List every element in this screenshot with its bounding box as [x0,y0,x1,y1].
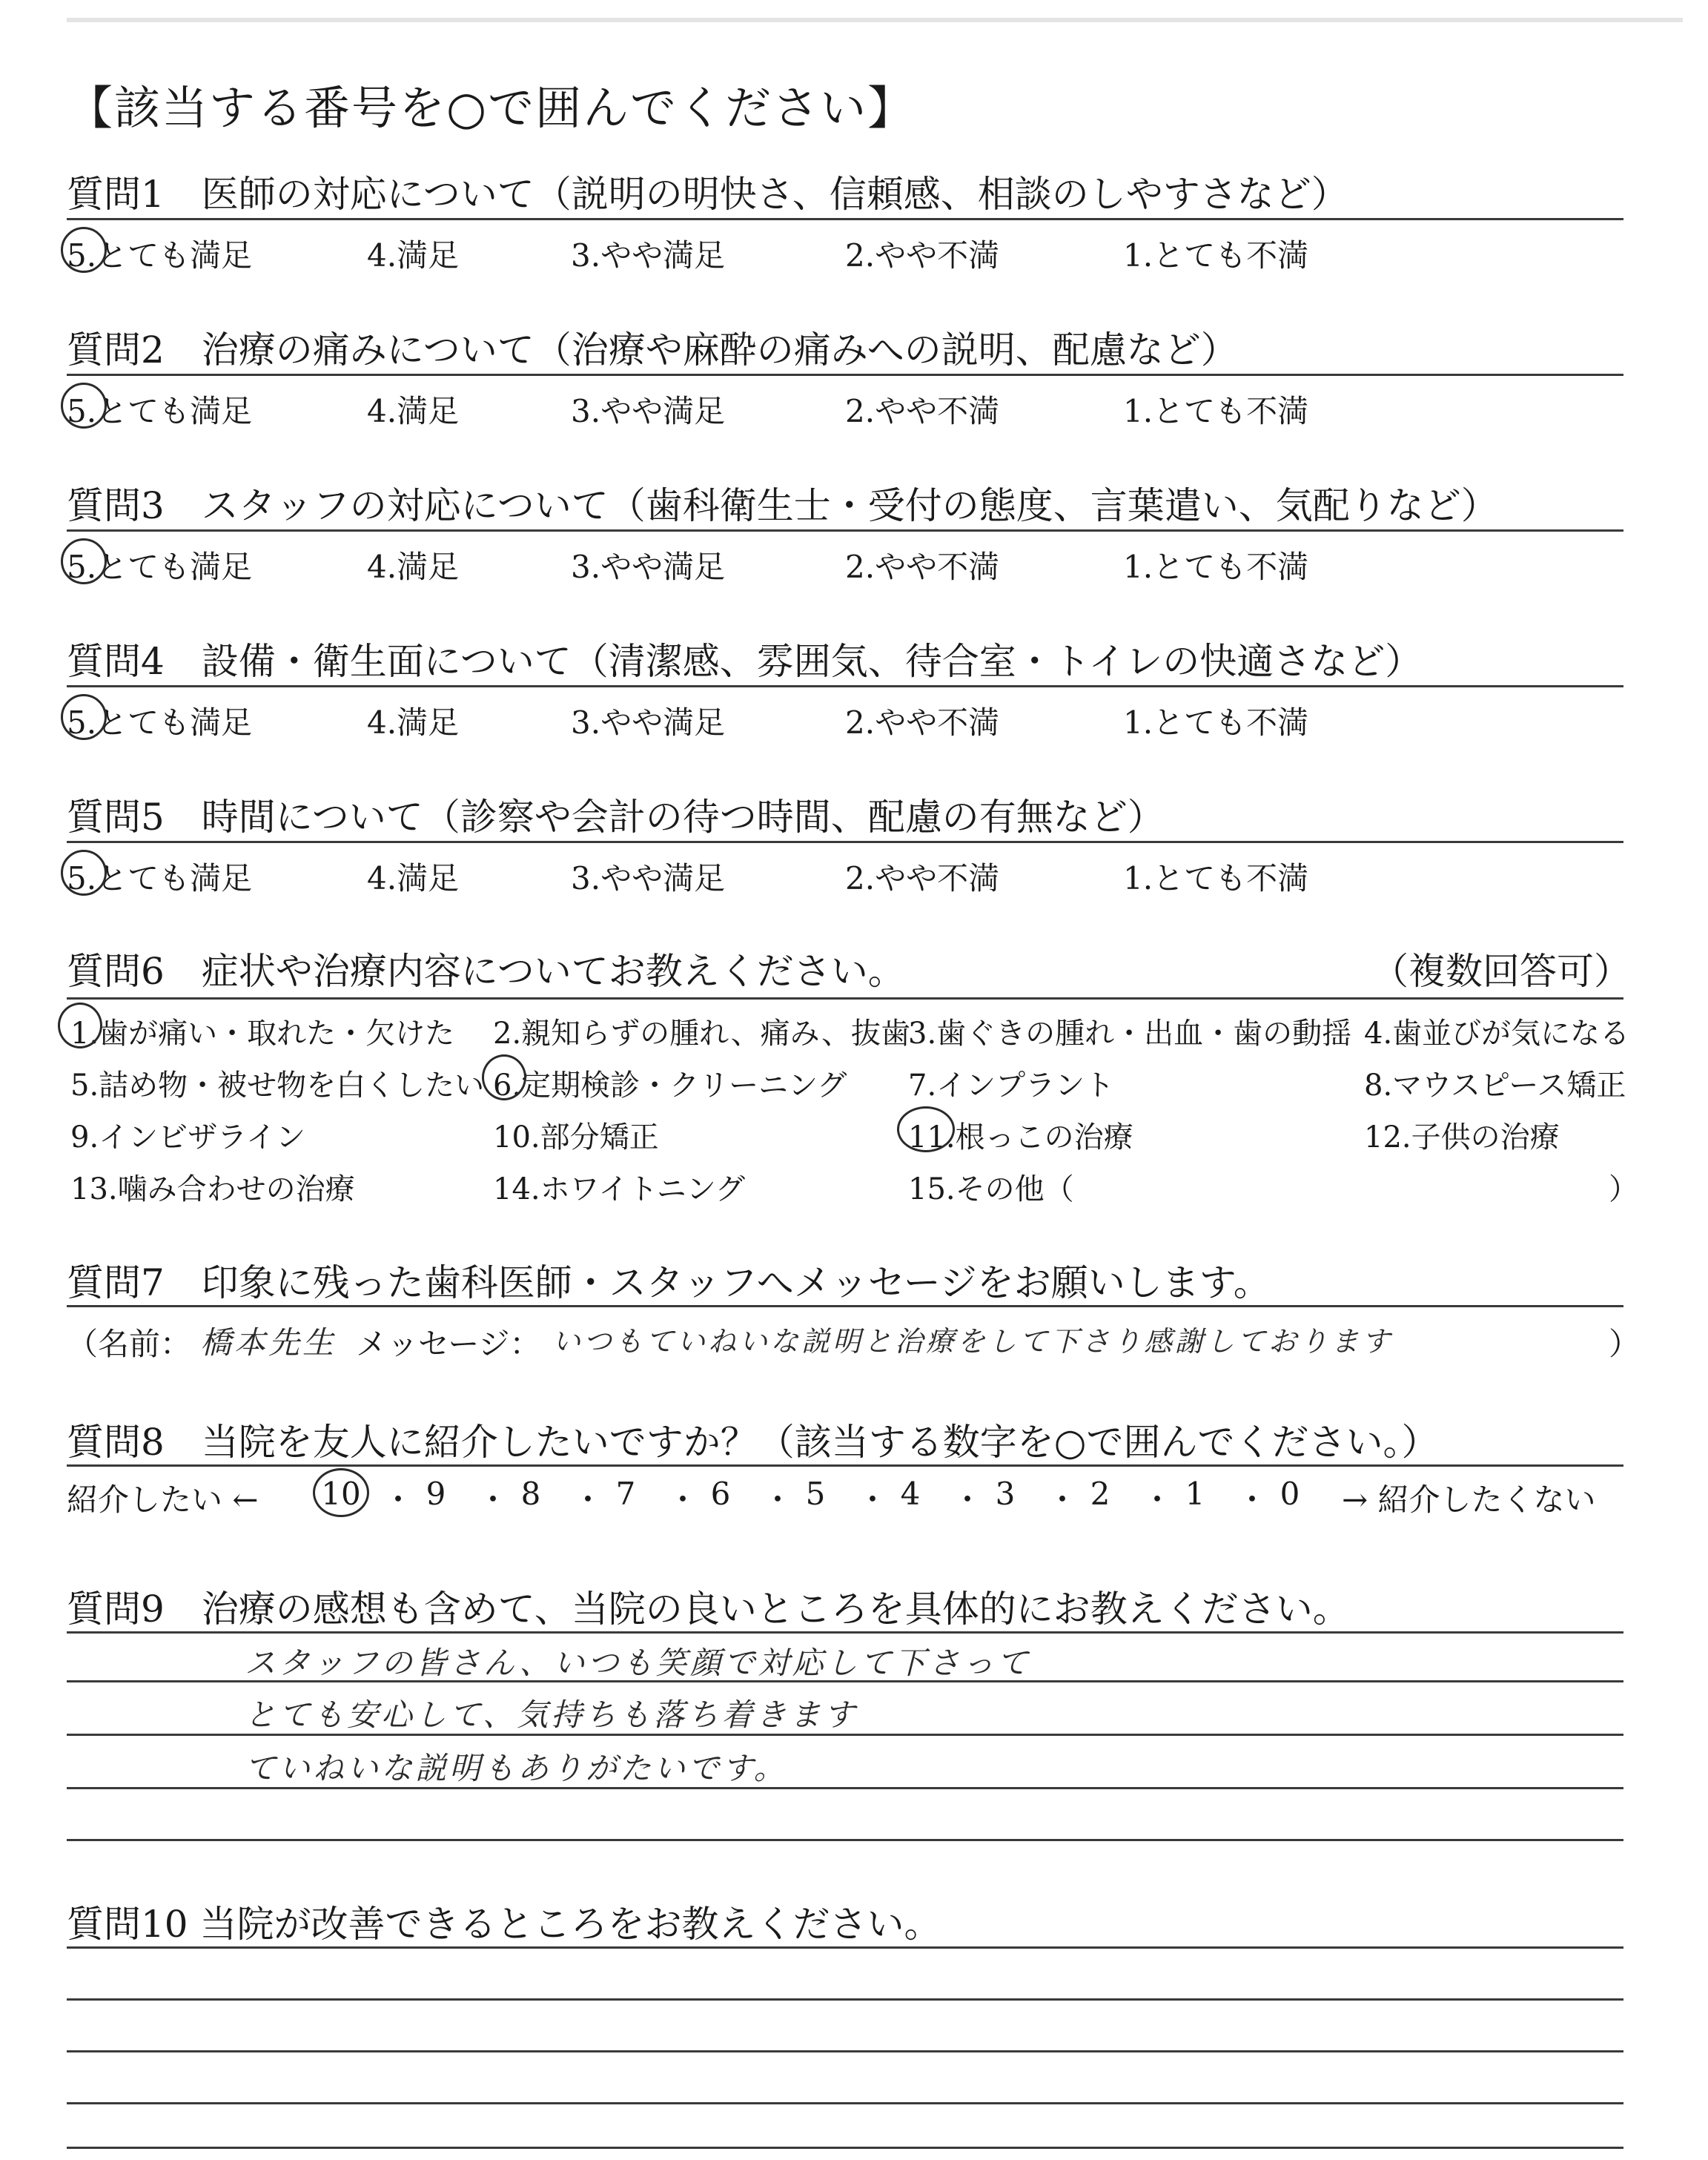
q10-rule [67,1946,1623,1949]
q10-answer-line-1 [67,1998,1623,2001]
q8-scale-separator: ・ [667,1482,699,1518]
q6-option-5[interactable]: 5.詰め物・被せ物を白くしたい [70,1069,485,1103]
q3-title: 質問3 スタッフの対応について（歯科衛生士・受付の態度、言葉遣い、気配りなど） [67,484,1498,527]
q3-selected-circle [61,538,107,584]
q4-title: 質問4 設備・衛生面について（清潔感、雰囲気、待合室・トイレの快適さなど） [67,640,1423,683]
q2-option-5[interactable]: 5.とても満足 [67,393,253,429]
q1-selected-circle [61,227,107,273]
q8-scale-separator: ・ [762,1482,794,1518]
q2-selected-circle [61,383,107,429]
q6-option-9[interactable]: 9.インビザライン [70,1120,305,1155]
q6-selected-circle-11 [897,1106,955,1152]
q5-option-4[interactable]: 4.満足 [367,860,460,896]
q2-rule [67,374,1623,376]
q8-scale-separator: ・ [383,1482,414,1518]
q7-rule [67,1305,1623,1307]
q8-right-label: → 紹介したくない [1342,1482,1596,1518]
q8-scale-0[interactable]: 0 [1280,1476,1300,1512]
q2-option-1[interactable]: 1.とても不満 [1123,393,1309,429]
q4-option-3[interactable]: 3.やや満足 [571,704,726,741]
q10-answer-line-4 [67,2147,1623,2149]
q7-title: 質問7 印象に残った歯科医師・スタッフへメッセージをお願いします。 [67,1261,1271,1304]
q1-option-1[interactable]: 1.とても不満 [1123,237,1309,274]
q10-answer-line-3 [67,2102,1623,2104]
q4-option-4[interactable]: 4.満足 [367,704,460,741]
q4-option-1[interactable]: 1.とても不満 [1123,704,1309,741]
q8-title: 質問8 当院を友人に紹介したいですか？（該当する数字を○で囲んでください。） [67,1421,1439,1464]
q4-option-2[interactable]: 2.やや不満 [845,704,1000,741]
q6-selected-circle-1 [58,1003,102,1048]
q5-option-1[interactable]: 1.とても不満 [1123,860,1309,896]
q6-option-8[interactable]: 8.マウスピース矯正 [1364,1069,1626,1103]
q5-option-3[interactable]: 3.やや満足 [571,860,726,896]
q3-option-4[interactable]: 4.満足 [367,549,460,585]
q6-option-12[interactable]: 12.子供の治療 [1364,1120,1560,1155]
q5-option-5[interactable]: 5.とても満足 [67,860,253,896]
q5-option-2[interactable]: 2.やや不満 [845,860,1000,896]
q6-option-15[interactable]: 15.その他（ [908,1172,1074,1206]
q5-selected-circle [61,850,107,896]
q6-rule [67,997,1623,1000]
q6-selected-circle-6 [482,1054,526,1100]
q8-scale-3[interactable]: 3 [995,1476,1016,1512]
q5-rule [67,841,1623,843]
q6-title: 質問6 症状や治療内容についてお教えください。 [67,950,905,993]
q6-other-close-paren: ） [1609,1172,1638,1206]
q8-scale-8[interactable]: 8 [520,1476,541,1512]
q6-option-11[interactable]: 11.根っこの治療 [908,1120,1133,1155]
q7-close-paren: ） [1609,1326,1641,1362]
q3-rule [67,529,1623,532]
q7-name-value: 橋本先生 [200,1324,337,1361]
q8-scale-separator: ・ [572,1482,604,1518]
q9-answer-1: スタッフの皆さん、いつも笑顔で対応して下さって [245,1645,1031,1681]
q4-selected-circle [61,694,107,740]
q1-option-5[interactable]: 5.とても満足 [67,237,253,274]
q6-option-3[interactable]: 3.歯ぐきの腫れ・出血・歯の動揺 [908,1017,1352,1051]
q5-title: 質問5 時間について（診察や会計の待つ時間、配慮の有無など） [67,796,1165,839]
q1-option-3[interactable]: 3.やや満足 [571,237,726,274]
q8-scale-10[interactable]: 10 [321,1476,361,1512]
q9-answer-3: ていねいな説明もありがたいです。 [245,1750,788,1786]
q7-message-value: いつもていねいな説明と治療をして下さり感謝しております [552,1325,1394,1358]
q6-option-2[interactable]: 2.親知らずの腫れ、痛み、抜歯 [493,1017,910,1051]
q6-option-10[interactable]: 10.部分矯正 [493,1120,659,1155]
q3-option-2[interactable]: 2.やや不満 [845,549,1000,585]
q8-rule [67,1464,1623,1467]
q8-scale-9[interactable]: 9 [426,1476,446,1512]
q8-scale-5[interactable]: 5 [805,1476,826,1512]
q8-scale-separator: ・ [1047,1482,1079,1518]
q10-answer-line-2 [67,2050,1623,2052]
q2-option-3[interactable]: 3.やや満足 [571,393,726,429]
q6-note: （複数回答可） [1371,950,1631,993]
q1-option-4[interactable]: 4.満足 [367,237,460,274]
q2-title: 質問2 治療の痛みについて（治療や麻酔の痛みへの説明、配慮など） [67,328,1238,371]
q8-scale-7[interactable]: 7 [615,1476,636,1512]
q4-rule [67,685,1623,687]
q6-option-6[interactable]: 6.定期検診・クリーニング [493,1069,847,1103]
q7-name-label: （名前： [67,1326,192,1362]
q8-scale-6[interactable]: 6 [710,1476,731,1512]
q8-scale-2[interactable]: 2 [1090,1476,1110,1512]
q6-option-4[interactable]: 4.歯並びが気になる [1364,1017,1630,1051]
q1-title: 質問1 医師の対応について（説明の明快さ、信頼感、相談のしやすさなど） [67,173,1348,216]
q9-rule [67,1631,1623,1634]
q10-title: 質問10 当院が改善できるところをお教えください。 [67,1903,941,1946]
q2-option-4[interactable]: 4.満足 [367,393,460,429]
q9-answer-line-4 [67,1839,1623,1841]
q9-title: 質問9 治療の感想も含めて、当院の良いところを具体的にお教えください。 [67,1588,1350,1631]
form-header: 【該当する番号を○で囲んでください】 [67,81,916,135]
q4-option-5[interactable]: 5.とても満足 [67,704,253,741]
q8-scale-separator: ・ [857,1482,889,1518]
q3-option-1[interactable]: 1.とても不満 [1123,549,1309,585]
q8-scale-separator: ・ [477,1482,509,1518]
q3-option-5[interactable]: 5.とても満足 [67,549,253,585]
q8-scale-separator: ・ [1237,1482,1268,1518]
q7-message-label: メッセージ： [356,1326,541,1362]
q3-option-3[interactable]: 3.やや満足 [571,549,726,585]
q6-option-7[interactable]: 7.インプラント [908,1069,1115,1103]
q6-option-1[interactable]: 1.歯が痛い・取れた・欠けた [70,1017,455,1051]
q2-option-2[interactable]: 2.やや不満 [845,393,1000,429]
q6-option-14[interactable]: 14.ホワイトニング [493,1172,746,1206]
q8-left-label: 紹介したい ← [67,1482,259,1518]
q8-scale-separator: ・ [952,1482,984,1518]
q1-option-2[interactable]: 2.やや不満 [845,237,1000,274]
q8-scale-separator: ・ [1142,1482,1174,1518]
scan-top-edge [67,18,1683,22]
q8-scale-1[interactable]: 1 [1185,1476,1205,1512]
q1-rule [67,218,1623,220]
q6-option-13[interactable]: 13.噛み合わせの治療 [70,1172,355,1206]
q9-answer-2: とても安心して、気持ちも落ち着きます [245,1697,858,1733]
q8-selected-circle [313,1468,369,1517]
q8-scale-4[interactable]: 4 [900,1476,921,1512]
